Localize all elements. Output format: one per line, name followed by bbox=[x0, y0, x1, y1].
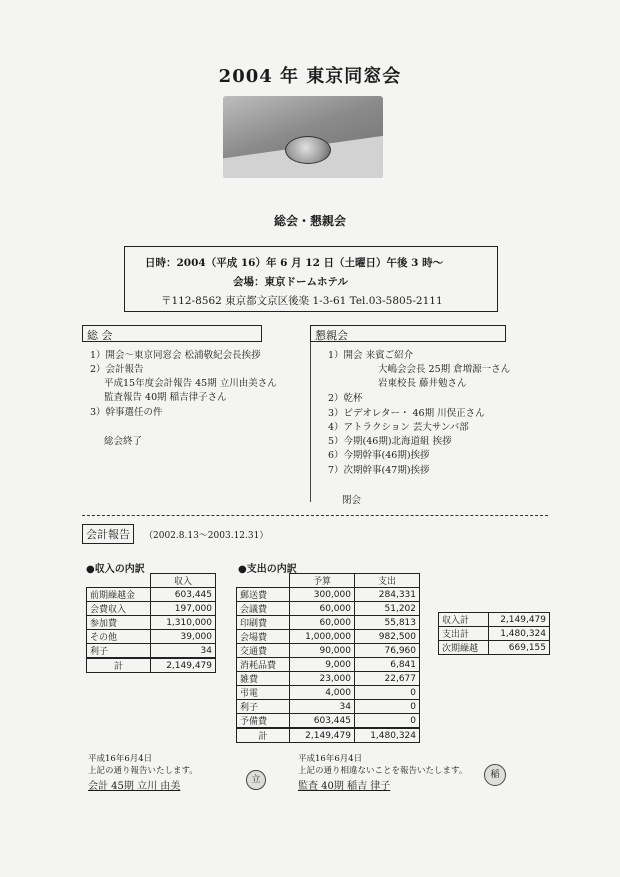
expense-label: 交通費 bbox=[237, 644, 290, 658]
table-row bbox=[237, 630, 420, 644]
social-item: 岩東校長 藤井勉さん bbox=[378, 378, 467, 389]
table-row bbox=[87, 644, 216, 659]
expense-budget: 60,000 bbox=[289, 616, 354, 630]
social-item: 6）今期幹事(46期)挨拶 bbox=[328, 450, 430, 461]
expense-actual: 0 bbox=[354, 700, 419, 714]
summary-label: 次期繰越 bbox=[439, 641, 489, 655]
expense-actual: 982,500 bbox=[354, 630, 419, 644]
auditor-seal-stamp: 稲 bbox=[484, 764, 506, 786]
accountant-sign-name: 会計 45期 立川 由美 bbox=[88, 781, 181, 792]
table-row bbox=[237, 574, 420, 588]
social-item: 1）開会 来賓ご紹介 bbox=[328, 350, 414, 361]
section-divider-line bbox=[310, 342, 311, 502]
expense-actual: 0 bbox=[354, 714, 419, 729]
table-row bbox=[87, 630, 216, 644]
document-subtitle: 総会・懇親会 bbox=[273, 214, 346, 228]
income-value: 1,310,000 bbox=[151, 616, 216, 630]
social-heading: 懇親会 bbox=[310, 325, 506, 342]
income-total-value: 2,149,479 bbox=[151, 658, 216, 673]
report-label: 会計報告 bbox=[82, 524, 134, 544]
expense-actual: 0 bbox=[354, 686, 419, 700]
table-row bbox=[237, 686, 420, 700]
expense-actual: 55,813 bbox=[354, 616, 419, 630]
income-value: 197,000 bbox=[151, 602, 216, 616]
table-row bbox=[237, 644, 420, 658]
income-label: 会費収入 bbox=[87, 602, 151, 616]
expense-label: 郵送費 bbox=[237, 588, 290, 602]
expense-budget: 60,000 bbox=[289, 602, 354, 616]
general-meeting-item: 平成15年度会計報告 45期 立川由美さん bbox=[104, 378, 277, 389]
social-item: 閉会 bbox=[342, 495, 362, 506]
expense-total-label: 計 bbox=[237, 728, 290, 743]
social-item: 3）ビデオレター・ 46期 川俣正さん bbox=[328, 408, 485, 419]
auditor-sign-date: 平成16年6月4日 bbox=[298, 754, 363, 764]
income-caption: ●収入の内訳 bbox=[86, 564, 145, 575]
income-value: 603,445 bbox=[151, 588, 216, 602]
income-table bbox=[86, 573, 216, 673]
expense-label: 利子 bbox=[237, 700, 290, 714]
table-row bbox=[237, 602, 420, 616]
social-item: 7）次期幹事(47期)挨拶 bbox=[328, 465, 430, 476]
report-period: （2002.8.13～2003.12.31） bbox=[144, 531, 269, 541]
table-row bbox=[87, 616, 216, 630]
event-date: 日時：2004（平成 16）年 6 月 12 日（土曜日）午後 3 時～ bbox=[145, 257, 444, 269]
expense-actual: 76,960 bbox=[354, 644, 419, 658]
summary-value: 1,480,324 bbox=[488, 627, 549, 641]
event-venue: 会場：東京ドームホテル bbox=[233, 276, 348, 288]
expense-budget: 34 bbox=[289, 700, 354, 714]
table-row bbox=[237, 588, 420, 602]
social-item: 4）アトラクション 芸大サンバ部 bbox=[328, 422, 469, 433]
expense-header-budget: 予算 bbox=[289, 574, 354, 588]
general-meeting-item: 総会終了 bbox=[104, 436, 143, 447]
event-info-box bbox=[124, 246, 498, 312]
auditor-sign-text: 上記の通り相違ないことを報告いたします。 bbox=[298, 766, 468, 776]
expense-label: 予備費 bbox=[237, 714, 290, 729]
accountant-sign-date: 平成16年6月4日 bbox=[88, 754, 153, 764]
general-meeting-item: 3）幹事選任の件 bbox=[90, 407, 163, 418]
dashed-divider bbox=[82, 515, 548, 516]
table-row bbox=[237, 728, 420, 743]
table-row bbox=[237, 714, 420, 729]
general-meeting-item: 1）開会～東京同窓会 松浦敬紀会長挨拶 bbox=[90, 350, 261, 361]
general-meeting-item: 2）会計報告 bbox=[90, 364, 144, 375]
table-row bbox=[237, 700, 420, 714]
accountant-seal-stamp: 立 bbox=[246, 770, 266, 790]
table-row bbox=[439, 627, 550, 641]
expense-table bbox=[236, 573, 420, 743]
social-item: 大嶋会会長 25期 倉増源一さん bbox=[378, 364, 511, 375]
event-address: 〒112-8562 東京都文京区後楽 1-3-61 Tel.03-5805-2111 bbox=[161, 295, 443, 307]
social-item: 2）乾杯 bbox=[328, 393, 363, 404]
general-meeting-item: 監査報告 40期 稲吉律子さん bbox=[104, 392, 227, 403]
table-row bbox=[87, 602, 216, 616]
expense-label: 消耗品費 bbox=[237, 658, 290, 672]
table-row bbox=[87, 658, 216, 673]
expense-caption: ●支出の内訳 bbox=[238, 564, 297, 575]
expense-budget: 603,445 bbox=[289, 714, 354, 729]
expense-label: 会議費 bbox=[237, 602, 290, 616]
table-row bbox=[237, 616, 420, 630]
summary-label: 収入計 bbox=[439, 613, 489, 627]
expense-budget: 9,000 bbox=[289, 658, 354, 672]
income-label: 参加費 bbox=[87, 616, 151, 630]
table-row bbox=[87, 574, 216, 588]
expense-budget: 1,000,000 bbox=[289, 630, 354, 644]
expense-actual: 51,202 bbox=[354, 602, 419, 616]
income-value: 39,000 bbox=[151, 630, 216, 644]
expense-budget: 300,000 bbox=[289, 588, 354, 602]
income-label: その他 bbox=[87, 630, 151, 644]
summary-label: 支出計 bbox=[439, 627, 489, 641]
document-title: 2004 年 東京同窓会 bbox=[218, 66, 402, 87]
expense-label: 弔電 bbox=[237, 686, 290, 700]
summary-table bbox=[438, 612, 550, 655]
event-photo bbox=[223, 96, 383, 178]
photo-cookie-shape bbox=[285, 136, 331, 164]
expense-label: 会場費 bbox=[237, 630, 290, 644]
expense-label: 雑費 bbox=[237, 672, 290, 686]
expense-actual: 22,677 bbox=[354, 672, 419, 686]
income-label: 前期繰越金 bbox=[87, 588, 151, 602]
income-label: 利子 bbox=[87, 644, 151, 659]
summary-value: 2,149,479 bbox=[488, 613, 549, 627]
income-value: 34 bbox=[151, 644, 216, 659]
table-row bbox=[439, 641, 550, 655]
expense-label: 印刷費 bbox=[237, 616, 290, 630]
expense-budget: 90,000 bbox=[289, 644, 354, 658]
table-row bbox=[237, 658, 420, 672]
expense-budget: 4,000 bbox=[289, 686, 354, 700]
general-meeting-heading: 総 会 bbox=[82, 325, 262, 342]
accountant-sign-text: 上記の通り報告いたします。 bbox=[88, 766, 198, 776]
expense-budget: 23,000 bbox=[289, 672, 354, 686]
expense-actual: 284,331 bbox=[354, 588, 419, 602]
expense-total-budget: 2,149,479 bbox=[289, 728, 354, 743]
table-row bbox=[87, 588, 216, 602]
table-row bbox=[439, 613, 550, 627]
expense-total-actual: 1,480,324 bbox=[354, 728, 419, 743]
social-item: 5）今期(46期)北海道組 挨拶 bbox=[328, 436, 452, 447]
table-row bbox=[237, 672, 420, 686]
income-header: 収入 bbox=[151, 574, 216, 588]
summary-value: 669,155 bbox=[488, 641, 549, 655]
auditor-sign-name: 監査 40期 稲吉 律子 bbox=[298, 781, 391, 792]
expense-actual: 6,841 bbox=[354, 658, 419, 672]
expense-header-actual: 支出 bbox=[354, 574, 419, 588]
income-total-label: 計 bbox=[87, 658, 151, 673]
